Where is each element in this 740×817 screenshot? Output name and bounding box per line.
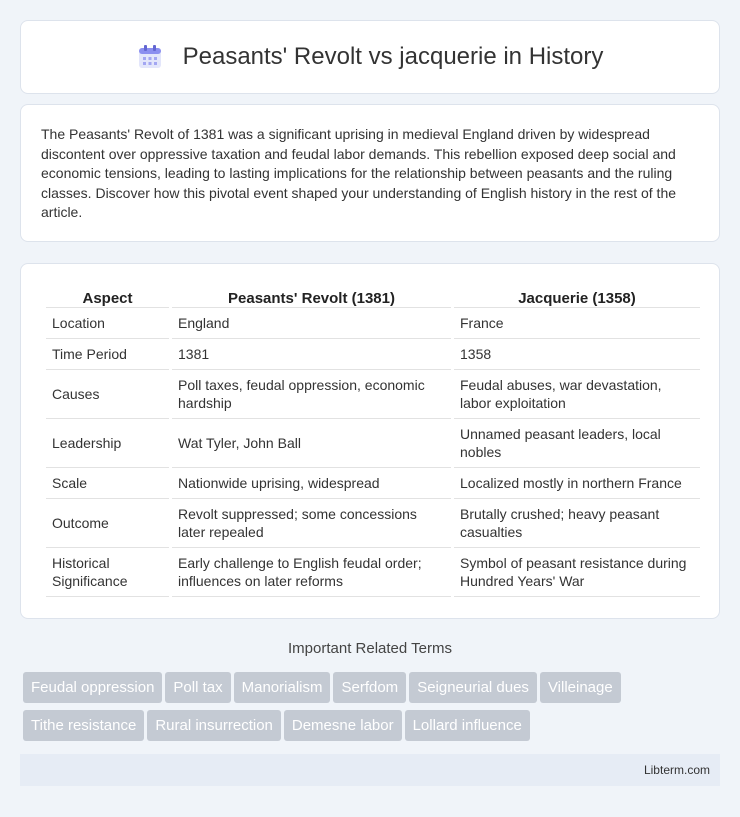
table-row xyxy=(46,468,700,499)
intro-text: The Peasants' Revolt of 1381 was a significant uprising in medieval England driven by widespread discontent over oppressive taxation and feudal labor demands. This rebellion exposed deep social and economic tensions, leading to lasting implications for the relationship between peasants and the ruling classes. Discover how this pivotal event shaped your understanding of English history in the rest of the article. xyxy=(41,126,677,220)
table-cell: Unnamed peasant leaders, local nobles xyxy=(454,419,700,468)
column-header: Jacquerie (1358) xyxy=(454,286,700,308)
table-cell: England xyxy=(172,308,451,339)
table-cell: Scale xyxy=(46,468,169,499)
table-cell: Early challenge to English feudal order; influences on later reforms xyxy=(172,548,451,597)
table-cell: 1358 xyxy=(454,339,700,370)
table-cell: Revolt suppressed; some concessions later repealed xyxy=(172,499,451,548)
table-cell: Causes xyxy=(46,370,169,419)
footer xyxy=(20,754,720,786)
page-title: Peasants' Revolt vs jacquerie in History xyxy=(182,43,604,70)
table-row xyxy=(46,499,700,548)
tag[interactable]: Feudal oppression xyxy=(23,672,162,703)
column-header: Aspect xyxy=(46,286,169,308)
table-cell: Historical Significance xyxy=(46,548,169,597)
table-cell: Leadership xyxy=(46,419,169,468)
tag[interactable]: Demesne labor xyxy=(284,710,402,741)
tag[interactable]: Lollard influence xyxy=(405,710,530,741)
tag[interactable]: Serfdom xyxy=(333,672,406,703)
tag[interactable]: Rural insurrection xyxy=(147,710,281,741)
tag[interactable]: Manorialism xyxy=(234,672,331,703)
table-cell: Localized mostly in northern France xyxy=(454,468,700,499)
table-row xyxy=(46,419,700,468)
header-card xyxy=(20,20,720,94)
calendar-icon xyxy=(137,44,163,70)
table-row xyxy=(46,308,700,339)
tag[interactable]: Poll tax xyxy=(165,672,230,703)
table-row xyxy=(46,370,700,419)
table-cell: Time Period xyxy=(46,339,169,370)
table-row xyxy=(46,339,700,370)
comparison-table-card xyxy=(20,263,720,619)
table-cell: Poll taxes, feudal oppression, economic hardship xyxy=(172,370,451,419)
tag[interactable]: Tithe resistance xyxy=(23,710,144,741)
table-cell: Brutally crushed; heavy peasant casualties xyxy=(454,499,700,548)
table-cell: 1381 xyxy=(172,339,451,370)
comparison-table xyxy=(43,286,703,597)
table-cell: Nationwide uprising, widespread xyxy=(172,468,451,499)
table-cell: Symbol of peasant resistance during Hundred Years' War xyxy=(454,548,700,597)
column-header: Peasants' Revolt (1381) xyxy=(172,286,451,308)
intro-card xyxy=(20,104,720,242)
table-cell: France xyxy=(454,308,700,339)
tag[interactable]: Villeinage xyxy=(540,672,621,703)
table-cell: Feudal abuses, war devastation, labor exploitation xyxy=(454,370,700,419)
table-cell: Outcome xyxy=(46,499,169,548)
table-cell: Wat Tyler, John Ball xyxy=(172,419,451,468)
table-cell: Location xyxy=(46,308,169,339)
tag[interactable]: Seigneurial dues xyxy=(409,672,537,703)
related-terms-tags xyxy=(23,672,723,748)
related-terms-title: Important Related Terms xyxy=(288,640,452,657)
table-row xyxy=(46,548,700,597)
footer-link[interactable]: Libterm.com xyxy=(643,763,710,777)
